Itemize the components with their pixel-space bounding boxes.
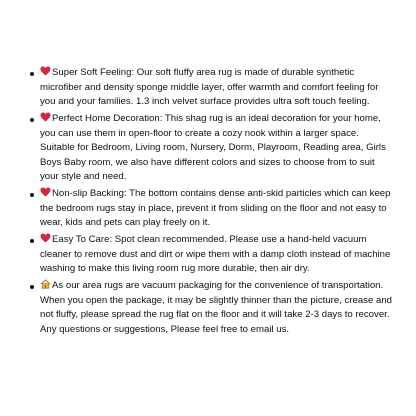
heart-icon	[40, 112, 51, 122]
heart-icon	[40, 233, 51, 243]
bullet-icon	[30, 72, 34, 76]
list-item	[40, 66, 392, 110]
list-item	[40, 187, 392, 231]
bullet-icon	[30, 193, 34, 197]
heart-icon	[40, 187, 51, 197]
bullet-icon	[30, 118, 34, 122]
list-item-text: Super Soft Feeling: Our soft fluffy area rug is made of durable synthetic microfiber and density sponge middle layer, offer warmth and comfort feeling for you and your families. 1.3 inch velvet surface provides ultra soft touch feeling.	[40, 67, 379, 108]
bullet-icon	[30, 285, 34, 289]
list-item	[40, 112, 392, 185]
list-item-text: Perfect Home Decoration: This shag rug is an ideal decoration for your home, you can use them in open-floor to create a cozy nook within a larger space. Suitable for Bedroom, Living room, Nursery, Dorm, Playroom, Reading area, Girls Boys Baby room, we also have different colors and sizes to choose from to suit your style and need.	[40, 112, 386, 183]
list-item	[40, 233, 392, 277]
bullet-icon	[30, 239, 34, 243]
feature-list	[40, 66, 392, 340]
list-item	[40, 279, 392, 337]
heart-icon	[40, 66, 51, 76]
list-item-text: Non-slip Backing: The bottom contains dense anti-skid particles which can keep the bedroom rugs stay in place, prevent it from sliding on the floor and not easy to wear, kids and pets can play freely on it.	[40, 188, 391, 229]
list-item-text: Easy To Care: Spot clean recommended. Please use a hand-held vacuum cleaner to remove dust and dirt or wipe them with a damp cloth instead of machine washing to make this living room rug more durable, then air dry.	[40, 234, 391, 275]
list-item-text: As our area rugs are vacuum packaging for the convenience of transportation. When you open the package, it may be slightly thinner than the picture, crease and not fluffy, please spread the rug flat on the floor and it will take 2-3 days to recover. Any questions or suggestions, Please feel free to email us.	[40, 280, 392, 335]
house-icon	[40, 279, 51, 289]
